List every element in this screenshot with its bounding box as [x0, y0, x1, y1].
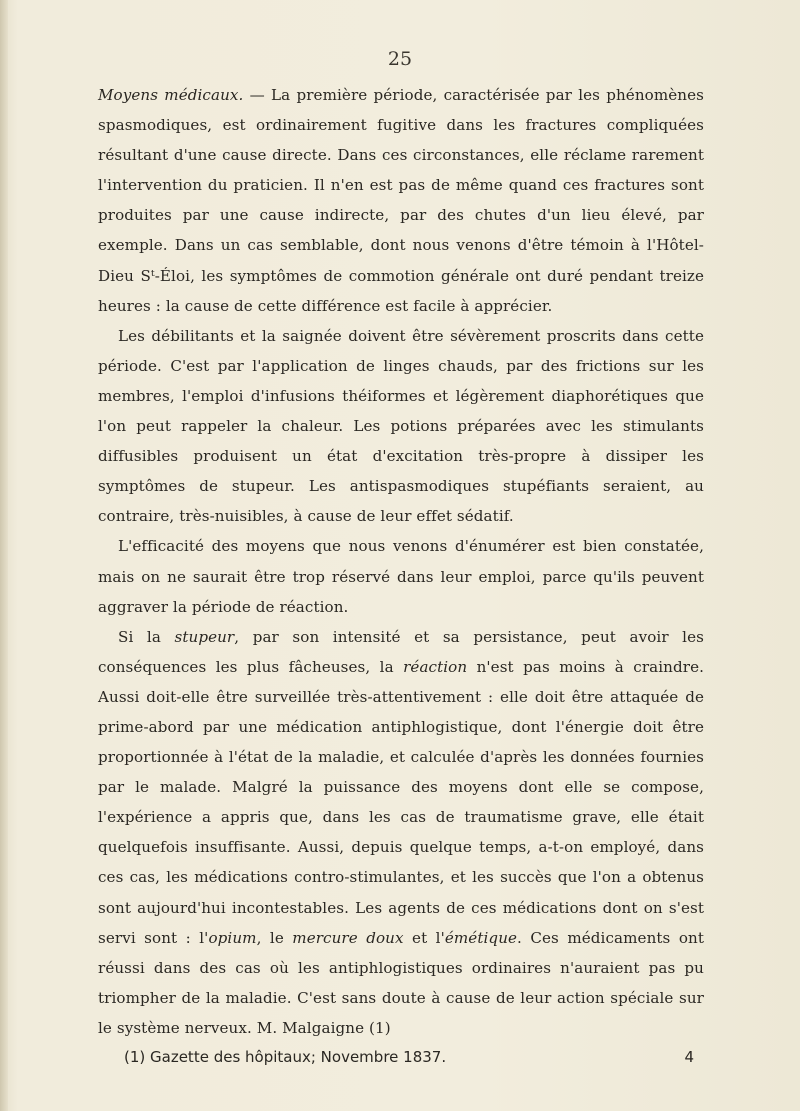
footnote [124, 1048, 694, 1066]
paragraph-3: L'efficacité des moyens que nous venons d'énumérer est bien constatée, mais on ne saurait être trop réservé dans leur emploi, parce qu'ils peuvent aggraver la période de réaction. [98, 537, 704, 616]
paragraph-4-part: n'est pas moins à craindre. Aussi doit-elle être surveillée très-attentivement : elle doit être attaquée de prime-abord par une médication antiphlogistique, dont l'énergie doit être proportionnée à l'état de la maladie, et calculée d'après les données fournies par le malade. Malgré la puissance des moyens dont elle se compose, l'expérience a appris que, dans les cas de traumatisme grave, elle était quelquefois insuffisante. Aussi, depuis quelque temps, a-t-on employé, dans ces cas, les médications contro-stimulantes, et les succès que l'on a obtenus sont aujourd'hui incontestables. Les agents de ces médications dont on s'est servi sont : l' [98, 657, 704, 947]
paragraph-4-part: Si la [118, 627, 175, 646]
paragraph-2: Les débilitants et la saignée doivent être sévèrement proscrits dans cette période. C'est par l'application de linges chauds, par des frictions sur les membres, l'emploi d'infusions théiformes et légèrement diaphorétiques que l'on peut rappeler la chaleur. Les potions préparées avec les stimulants diffusibles produisent un état d'excitation très-propre à dissiper les symptômes de stupeur. Les antispasmodiques stupéfiants seraient, au contraire, très-nuisibles, à cause de leur effet sédatif. [98, 326, 704, 526]
term-stupeur: stupeur [174, 627, 235, 646]
term-mercure-doux: mercure doux [292, 928, 404, 947]
paragraph-4-part: , le [256, 928, 293, 947]
signature-mark: 4 [684, 1048, 694, 1066]
page-spine-shadow [0, 0, 8, 1111]
paragraph-4 [98, 622, 704, 1043]
term-reaction: réaction [403, 657, 468, 676]
paragraph-4-part: . Ces médicaments ont réussi dans des cas où les antiphlogistiques ordinaires n'auraient pas pu triompher de la maladie. C'est sans doute à cause de leur action spéciale sur le système nerveux. M. Malgaigne (1) [98, 928, 705, 1037]
paragraph-1 [98, 80, 704, 321]
term-opium: opium [208, 928, 257, 947]
section-lead: Moyens médicaux. [98, 86, 244, 104]
paragraph-1-text: — La première période, caractérisée par les phénomènes spasmodiques, est ordinairement fugitive dans les fractures compliquées résultant d'une cause directe. Dans ces circonstances, elle réclame rarement l'intervention du praticien. Il n'en est pas de même quand ces fractures sont produites par une cause indirecte, par des chutes d'un lieu élevé, par exemple. Dans un cas semblable, dont nous venons d'être témoin à l'Hôtel-Dieu Sᵗ-Éloi, les symptômes de commotion générale ont duré pendant treize heures : la cause de cette différence est facile à apprécier. [98, 86, 704, 315]
term-emetique: émétique [444, 928, 518, 947]
body-text [98, 80, 704, 1043]
page-number: 25 [387, 48, 413, 70]
paragraph-4-part: et l' [403, 928, 445, 947]
paragraph-4-part: , par son intensité et sa persistance, peut avoir les conséquences les plus fâcheuses, la [98, 627, 704, 676]
footnote-text: (1) Gazette des hôpitaux; Novembre 1837. [124, 1048, 447, 1066]
